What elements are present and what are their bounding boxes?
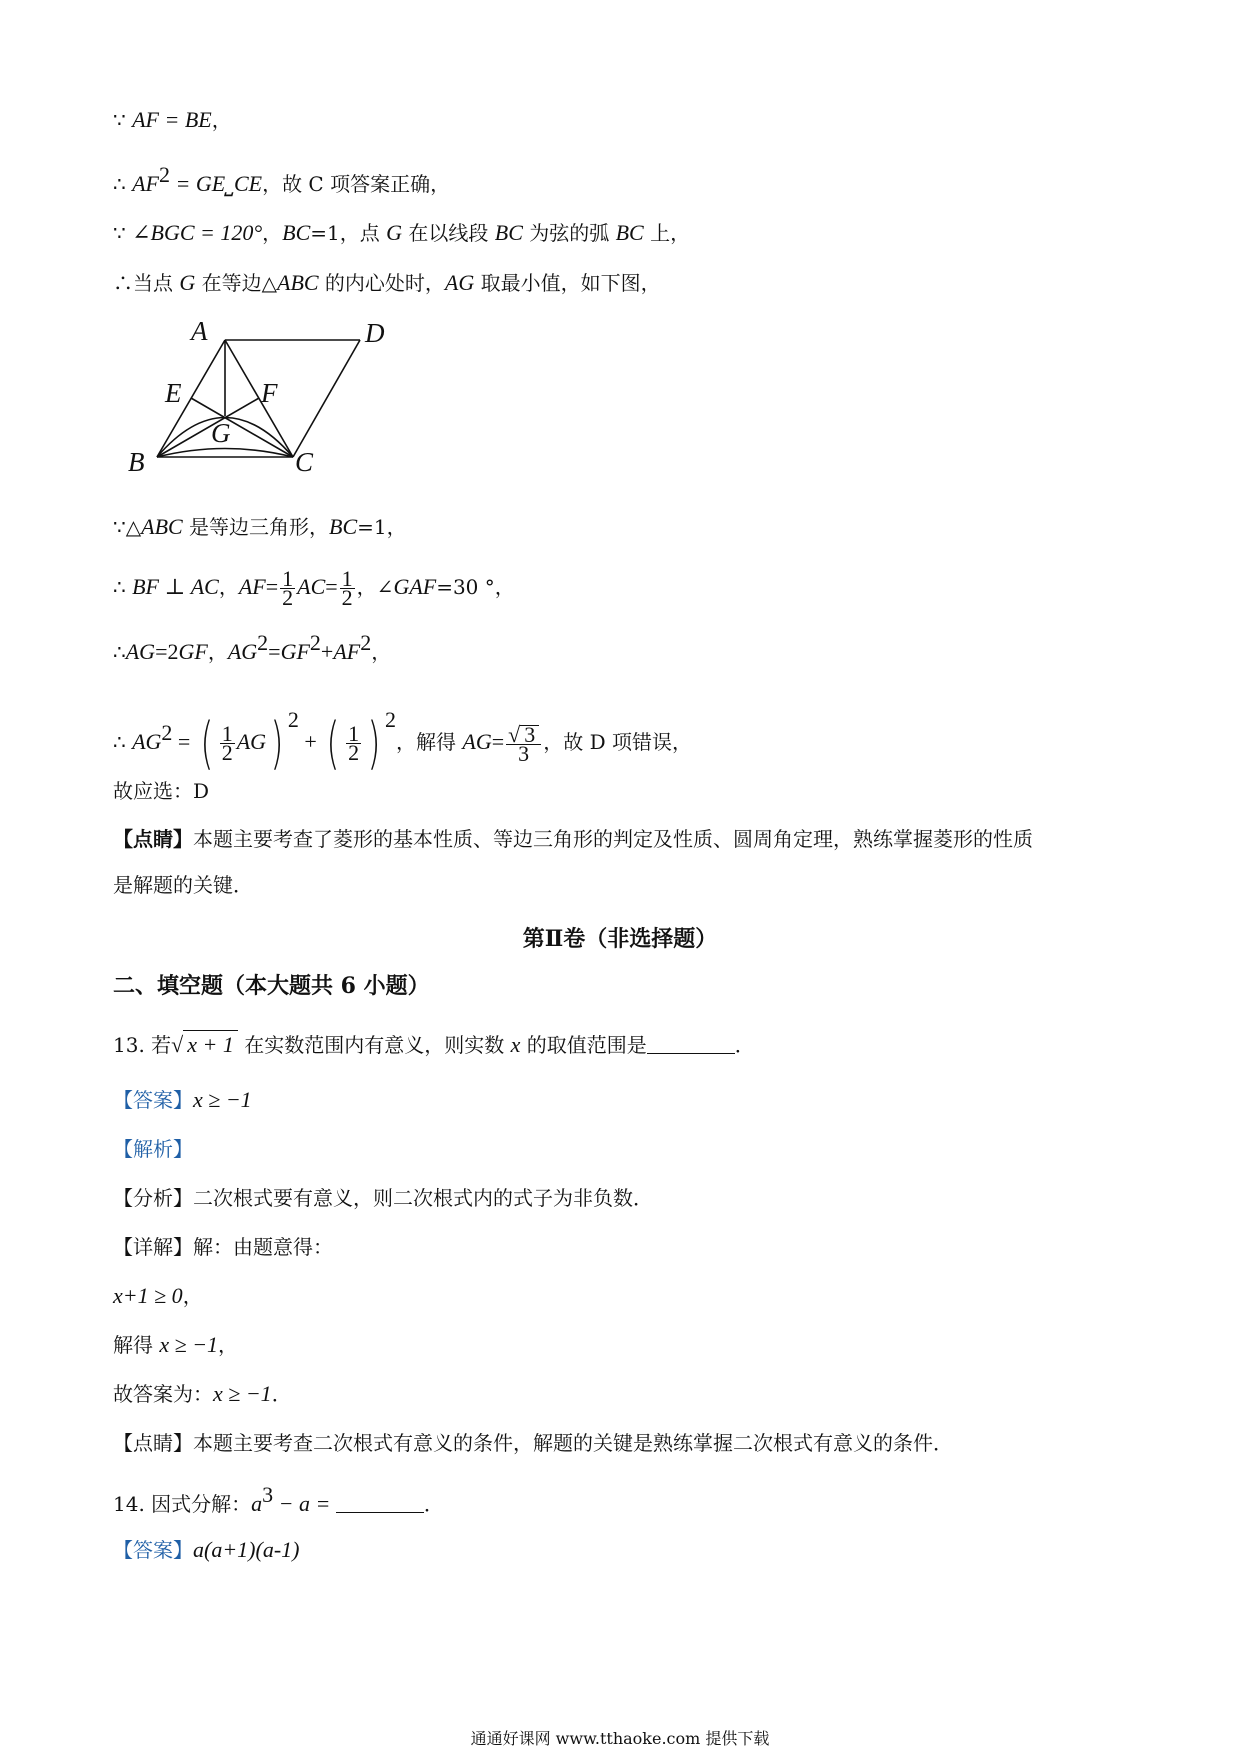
- page-footer: 通通好课网 www.tthaoke.com 提供下载: [470, 1729, 770, 1748]
- comment-line-continued: 是解题的关键．: [113, 873, 253, 897]
- rhombus-figure: [115, 318, 415, 478]
- q13-step-3: 故答案为：x ≥ −1．: [113, 1381, 292, 1406]
- q13-analysis-tag: 【解析】: [113, 1137, 193, 1161]
- solution-line-8: ∴ $AG^2$ = ( $\frac{1}{2}$ AG) $^2$ + ( $\frac{1}{2}$ ) $^2$，解得 AG= $\frac{√ 3}{3}$ ，故 D 项错误，: [113, 707, 692, 776]
- final-choice: 故应选：D: [113, 779, 210, 803]
- therefore-symbol: ∴: [113, 172, 126, 196]
- solution-line-1: ∵ AF = BE，: [113, 107, 232, 132]
- solution-line-7: ∴AG=2GF，$AG^2=GF^2+AF^2$，: [113, 630, 392, 664]
- solution-line-3: ∵ ∠BGC = 120°，BC=1，点 G 在以线段 BC 为弦的弧 BC 上，: [113, 220, 691, 245]
- arc-BC-lower: [157, 449, 293, 458]
- label-B: B: [128, 447, 145, 477]
- label-E: E: [165, 378, 182, 408]
- volume-title: 第Ⅱ卷（非选择题）: [522, 926, 718, 952]
- q13-step-2: 解得 x ≥ −1，: [113, 1332, 239, 1357]
- label-G: G: [211, 418, 231, 448]
- question-13: 13. 若√ x + 1 在实数范围内有意义，则实数 x 的取值范围是 ．: [113, 1032, 755, 1057]
- fraction: $\frac{1}{2}$: [221, 721, 233, 765]
- q13-answer: 【答案】x ≥ −1: [113, 1087, 252, 1112]
- solution-line-4: ∴当点 G 在等边△ABC 的内心处时，AG 取最小值，如下图，: [113, 270, 661, 295]
- q13-step-1: x+1 ≥ 0，: [113, 1283, 203, 1308]
- answer-tag: 【答案】: [113, 1088, 193, 1112]
- q13-fenxi: 【分析】二次根式要有意义，则二次根式内的式子为非负数．: [113, 1186, 653, 1210]
- q13-comment: 【点睛】本题主要考查二次根式有意义的条件，解题的关键是熟练掌握二次根式有意义的条件．: [113, 1431, 953, 1455]
- fraction: $\frac{√ 3}{3}$: [506, 725, 541, 763]
- math-expression: AF = BE: [132, 107, 212, 132]
- section-title: 二、填空题（本大题共 6 小题）: [113, 973, 430, 999]
- because-symbol: ∵: [113, 221, 126, 245]
- therefore-symbol: ∴: [113, 640, 126, 664]
- comment-line: 【点睛】本题主要考查了菱形的基本性质、等边三角形的判定及性质、圆周角定理，熟练掌握菱形的性质: [113, 827, 1033, 851]
- question-14: 14. 因式分解：$a^3 - a$ = ．: [113, 1482, 444, 1516]
- therefore-symbol: ∴: [113, 271, 133, 295]
- fraction: $\frac{1}{2}$: [282, 566, 294, 610]
- q13-xiangjie: 【详解】解：由题意得：: [113, 1235, 333, 1259]
- therefore-symbol: ∴: [113, 575, 126, 599]
- answer-blank: [647, 1033, 735, 1054]
- label-D: D: [365, 318, 385, 348]
- fraction: $\frac{1}{2}$: [341, 566, 353, 610]
- edge-DC: [293, 340, 360, 457]
- because-symbol: ∵: [113, 108, 126, 132]
- solution-line-6: ∴ BF ⊥ AC，AF= $\frac{1}{2}$ AC= $\frac{1}{2}$ ，∠GAF=30 °，: [113, 566, 515, 610]
- solution-line-2: ∴ $AF^2$ = GE⎵CE，故 C 项答案正确，: [113, 162, 451, 196]
- label-C: C: [295, 447, 314, 477]
- answer-tag: 【答案】: [113, 1538, 193, 1562]
- label-F: F: [261, 378, 278, 408]
- solution-line-5: ∵△ABC 是等边三角形，BC=1，: [113, 514, 407, 539]
- fraction: $\frac{1}{2}$: [348, 721, 360, 765]
- therefore-symbol: ∴: [113, 730, 126, 754]
- answer-blank: [336, 1492, 424, 1513]
- label-A: A: [191, 318, 208, 346]
- q14-answer: 【答案】a(a+1)(a-1): [113, 1537, 300, 1562]
- radicand: x + 1: [183, 1030, 238, 1059]
- segment-CE: [191, 398, 293, 457]
- comment-tag: 【点睛】: [113, 827, 193, 851]
- because-symbol: ∵: [113, 515, 126, 539]
